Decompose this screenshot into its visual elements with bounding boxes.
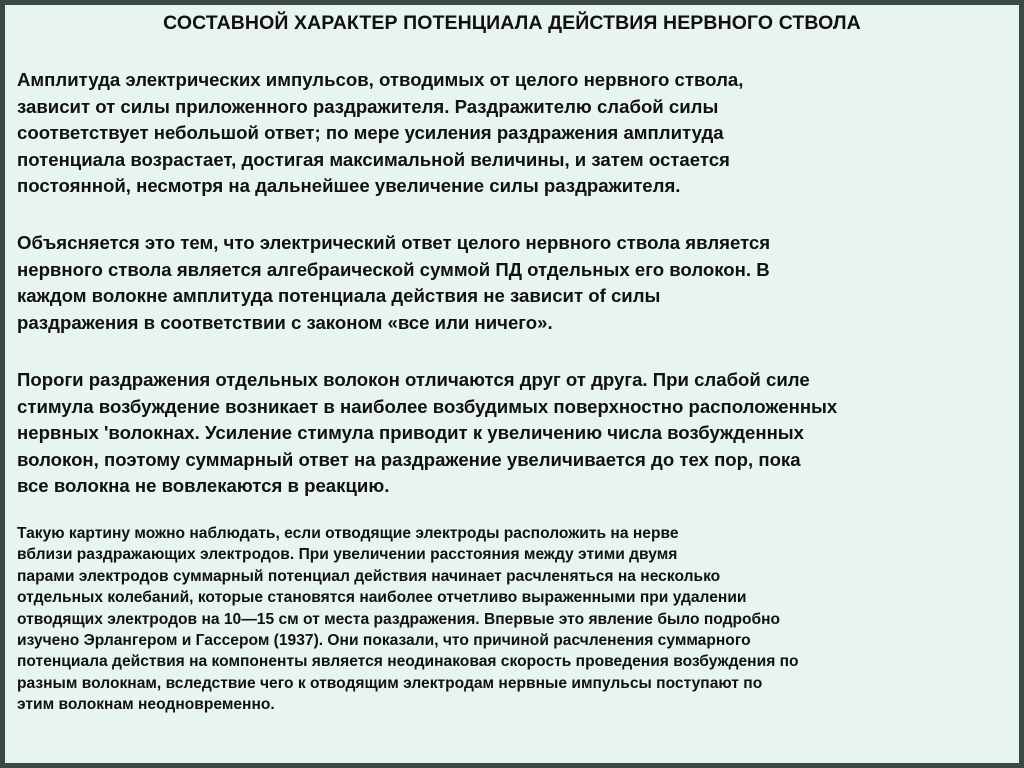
paragraph-line: отдельных колебаний, которые становятся наиболее отчетливо выраженными при удалении xyxy=(17,589,747,607)
paragraph-line: Объясняется это тем, что электрический ответ целого нервного ствола является xyxy=(17,232,771,253)
paragraph-line: парами электродов суммарный потенциал действия начинает расчленяться на несколько xyxy=(17,567,721,585)
paragraph-line: раздражения в соответствии с законом «все или ничего». xyxy=(17,311,553,333)
paragraph-line: постоянной, несмотря на дальнейшее увеличение силы раздражителя. xyxy=(17,175,681,196)
paragraph-line: Пороги раздражения отдельных волокон отличаются друг от друга. При слабой силе xyxy=(17,369,810,390)
paragraph-amplitude xyxy=(17,67,743,200)
paragraph-line: изучено Эрлангером и Гассером (1937). Они показали, что причиной расчленения суммарного xyxy=(17,632,751,650)
paragraph-line: соответствует небольшой ответ; по мере усиления раздражения амплитуда xyxy=(17,122,724,143)
paragraph-line: каждом волокне амплитуда потенциала действия не зависит of силы xyxy=(17,285,661,306)
paragraph-line: потенциала действия на компоненты является неодинаковая скорость проведения возбуждения по xyxy=(17,653,799,671)
paragraph-line: все волокна не вовлекаются в реакцию. xyxy=(17,475,390,496)
paragraph-line: Такую картину можно наблюдать, если отводящие электроды расположить на нерве xyxy=(17,525,679,542)
paragraph-line: потенциала возрастает, достигая максимальной величины, и затем остается xyxy=(17,148,730,170)
paragraph-line: разным волокнам, вследствие чего к отводящим электродам нервные импульсы поступают по xyxy=(17,674,763,692)
paragraph-line: волокон, поэтому суммарный ответ на раздражение увеличивается до тех пор, пока xyxy=(17,448,801,470)
paragraph-line: нервных 'волокнах. Усиление стимула приводит к увеличению числа возбужденных xyxy=(17,422,805,443)
paragraph-line: нервного ствола является алгебраической суммой ПД отдельных его волокон. В xyxy=(17,258,770,280)
slide-title: СОСТАВНОЙ ХАРАКТЕР ПОТЕНЦИАЛА ДЕЙСТВИЯ НЕРВНОГО СТВОЛА xyxy=(163,12,861,34)
paragraph-line: этим волокнам неодновременно. xyxy=(17,696,275,714)
paragraph-line: стимула возбуждение возникает в наиболее возбудимых поверхностно расположенных xyxy=(17,395,838,417)
paragraph-thresholds xyxy=(17,367,837,500)
paragraph-line: зависит от силы приложенного раздражителя. Раздражителю слабой силы xyxy=(17,95,719,117)
paragraph-line: Амплитуда электрических импульсов, отводимых от целого нервного ствола, xyxy=(17,69,744,90)
paragraph-explanation xyxy=(17,230,770,336)
paragraph-erlanger-gasser xyxy=(17,523,799,716)
paragraph-line: отводящих электродов на 10—15 см от места раздражения. Впервые это явление было подробно xyxy=(17,610,781,628)
paragraph-line: вблизи раздражающих электродов. При увеличении расстояния между этими двумя xyxy=(17,546,678,564)
